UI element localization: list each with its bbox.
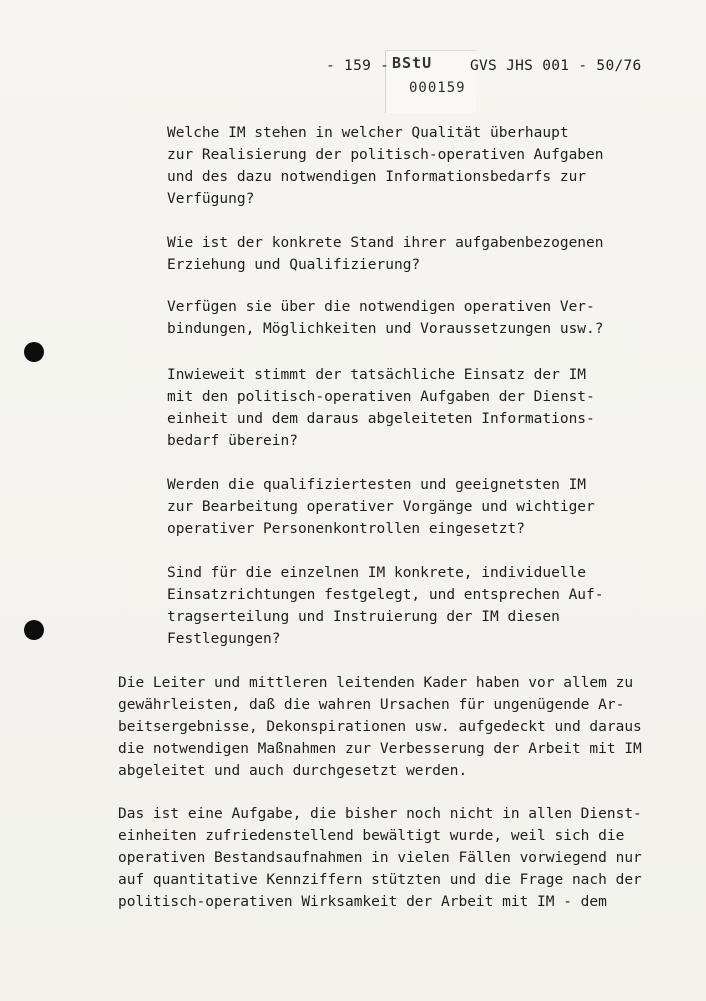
stamp-number: 000159 [409,80,466,96]
question-paragraph: Sind für die einzelnen IM konkrete, individuelle Einsatzrichtungen festgelegt, und entsprechen Auf- tragserteilung und Instruierung der IM diesen Festlegungen? [167,565,604,647]
body-paragraph: Die Leiter und mittleren leitenden Kader haben vor allem zu gewährleisten, daß die wahren Ursachen für ungenügende Ar- beitsergebnisse, Dekonspirationen usw. aufgedeckt und daraus die notwendigen Maßnahmen zur Verbesserung der Arbeit mit IM abgeleitet und auch durchgesetzt werden. [118,675,642,779]
question-paragraph: Welche IM stehen in welcher Qualität überhaupt zur Realisierung der politisch-operativen Aufgaben und des dazu notwendigen Informationsbedarfs zur Verfügung? [167,125,604,207]
punch-hole [24,620,44,640]
archive-reference: GVS JHS 001 - 50/76 [470,58,642,74]
question-paragraph: Werden die qualifiziertesten und geeignetsten IM zur Bearbeitung operativer Vorgänge und wichtiger operativer Personenkontrollen eingesetzt? [167,477,595,537]
body-paragraph: Das ist eine Aufgabe, die bisher noch nicht in allen Dienst- einheiten zufriedenstellend bewältigt wurde, weil sich die operativen Bestandsaufnahmen in vielen Fällen vorwiegend nur auf quantitative Kennziffern stützten und die Frage nach der politisch-operativen Wirksamkeit der Arbeit mit IM - dem [118,806,642,910]
question-paragraph: Wie ist der konkrete Stand ihrer aufgabenbezogenen Erziehung und Qualifizierung? [167,235,604,273]
question-paragraph: Verfügen sie über die notwendigen operativen Ver- bindungen, Möglichkeiten und Voraussetzungen usw.? [167,299,604,337]
page-number: - 159 - [326,58,390,74]
question-paragraph: Inwieweit stimmt der tatsächliche Einsatz der IM mit den politisch-operativen Aufgaben der Dienst- einheit und dem daraus abgeleiteten Informations- bedarf überein? [167,367,595,449]
stamp-label: BStU [392,54,433,72]
punch-hole [24,342,44,362]
